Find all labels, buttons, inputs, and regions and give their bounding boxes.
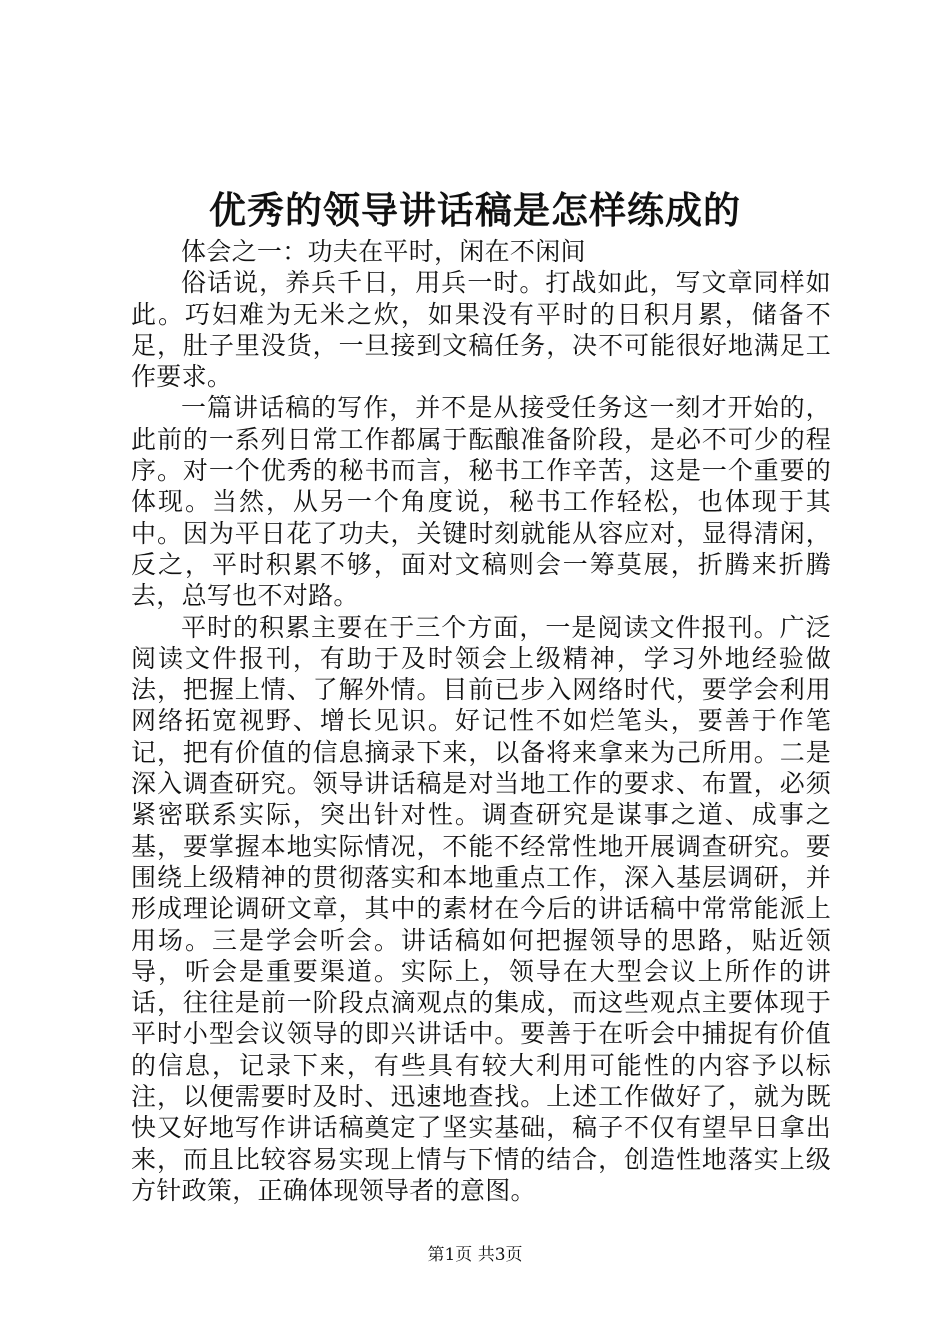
paragraph: 一篇讲话稿的写作，并不是从接受任务这一刻才开始的，此前的一系列日常工作都属于酝酿准备阶段，是必不可少的程序。对一个优秀的秘书而言，秘书工作辛苦，这是一个重要的体现。当然，从另一个角度说，秘书工作轻松，也体现于其中。因为平日花了功夫，关键时刻就能从容应对，显得清闲，反之，平时积累不够，面对文稿则会一筹莫展，折腾来折腾去，总写也不对路。 — [131, 393, 831, 611]
document-title: 优秀的领导讲话稿是怎样练成的 — [209, 188, 741, 232]
document-body — [131, 236, 831, 1206]
paragraph: 俗话说，养兵千日，用兵一时。打战如此，写文章同样如此。巧妇难为无米之炊，如果没有平时的日积月累，储备不足，肚子里没货，一旦接到文稿任务，决不可能很好地满足工作要求。 — [131, 268, 831, 392]
page-number-footer: 第1页 共3页 — [427, 1245, 523, 1265]
paragraph: 平时的积累主要在于三个方面，一是阅读文件报刊。广泛阅读文件报刊，有助于及时领会上级精神，学习外地经验做法，把握上情、了解外情。目前已步入网络时代，要学会利用网络拓宽视野、增长见识。好记性不如烂笔头，要善于作笔记，把有价值的信息摘录下来，以备将来拿来为己所用。二是深入调查研究。领导讲话稿是对当地工作的要求、布置，必须紧密联系实际，突出针对性。调查研究是谋事之道、成事之基，要掌握本地实际情况，不能不经常性地开展调查研究。要围绕上级精神的贯彻落实和本地重点工作，深入基层调研，并形成理论调研文章，其中的素材在今后的讲话稿中常常能派上用场。三是学会听会。讲话稿如何把握领导的思路，贴近领导，听会是重要渠道。实际上，领导在大型会议上所作的讲话，往往是前一阶段点滴观点的集成，而这些观点主要体现于平时小型会议领导的即兴讲话中。要善于在听会中捕捉有价值的信息，记录下来，有些具有较大利用可能性的内容予以标注，以便需要时及时、迅速地查找。上述工作做好了，就为既快又好地写作讲话稿奠定了坚实基础，稿子不仅有望早日拿出来，而且比较容易实现上情与下情的结合，创造性地落实上级方针政策，正确体现领导者的意图。 — [131, 612, 831, 1205]
section-heading: 体会之一：功夫在平时，闲在不闲间 — [181, 237, 586, 266]
